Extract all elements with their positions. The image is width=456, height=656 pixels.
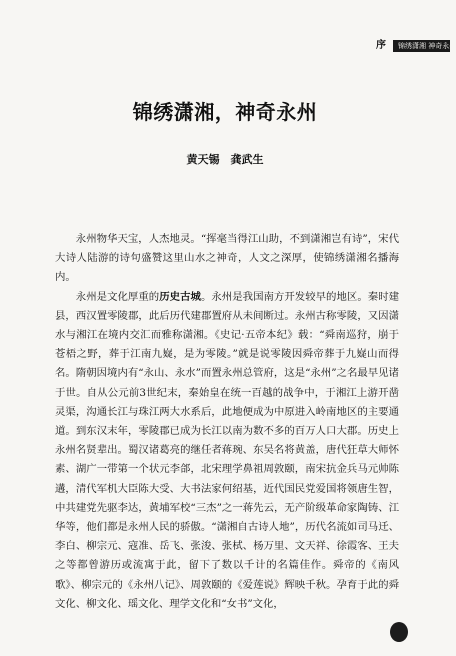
article-authors: 黄天锡 龚武生: [186, 153, 264, 166]
article-body: [55, 230, 399, 614]
emphasis-text: 历史古城: [159, 290, 201, 303]
article-title: 锦绣潇湘，神奇永州: [132, 100, 318, 124]
page-marker-dot: [390, 622, 408, 642]
header-band: 锦绣潇湘 神奇永州: [393, 40, 450, 52]
section-label: 序: [376, 40, 386, 51]
paragraph-2: [55, 288, 399, 614]
paragraph-text: 永州物华天宝，人杰地灵。“挥毫当得江山助，不到潇湘岂有诗”，宋代大诗人陆游的诗句盛赞这里山水之神奇，人文之深厚，使锦绣潇湘名播海内。: [55, 233, 399, 284]
paragraph-text: 。永州是我国南方开发较早的地区。秦时建县，西汉置零陵郡，此后历代建郡置府从未间断过。永州古称零陵，又因潇水与湘江在境内交汇而雅称潇湘。《史记·五帝本纪》载：“舜南巡狩，崩于苍梧之野，葬于江南九嶷，是为零陵。”就是说零陵因舜帝葬于九嶷山而得名。隋朝因境内有“永山、永水”而置永州总管府，这是“永州”之名最早见诸于世。自从公元前3世纪末，秦始皇在统一百越的战争中，于湘江上游开凿灵渠，沟通长江与珠江两大水系后，此地便成为中原进入岭南地区的主要通道。到东汉末年，零陵郡已成为长江以南为数不多的百万人口大郡。历史上永州名贤辈出。蜀汉诸葛亮的继任者蒋琬、东吴名将黄盖，唐代狂草大师怀素、湖广一带第一个状元李郃，北宋理学鼻祖周敦颐，南宋抗金兵马元帅陈遘，清代军机大臣陈大受、大书法家何绍基，近代国民党爱国将领唐生智，中共建党先驱李达，黄埔军校“三杰”之一蒋先云，无产阶级革命家陶铸、江华等，他们都是永州人民的骄傲。“潇湘自古诗人地”，历代名流如司马迁、李白、柳宗元、寇准、岳飞、张浚、张栻、杨万里、文天祥、徐霞客、王夫之等都曾游历或流寓于此，留下了数以千计的名篇佳作。舜帝的《南风歌》、柳宗元的《永州八记》、周敦颐的《爱莲说》辉映千秋。孕育于此的舜文化、柳文化、瑶文化、理学文化和“女书”文化，: [55, 290, 400, 610]
paragraph-text: 永州是文化厚重的: [75, 290, 160, 303]
running-header: [376, 40, 456, 52]
paragraph-1: [55, 230, 399, 288]
